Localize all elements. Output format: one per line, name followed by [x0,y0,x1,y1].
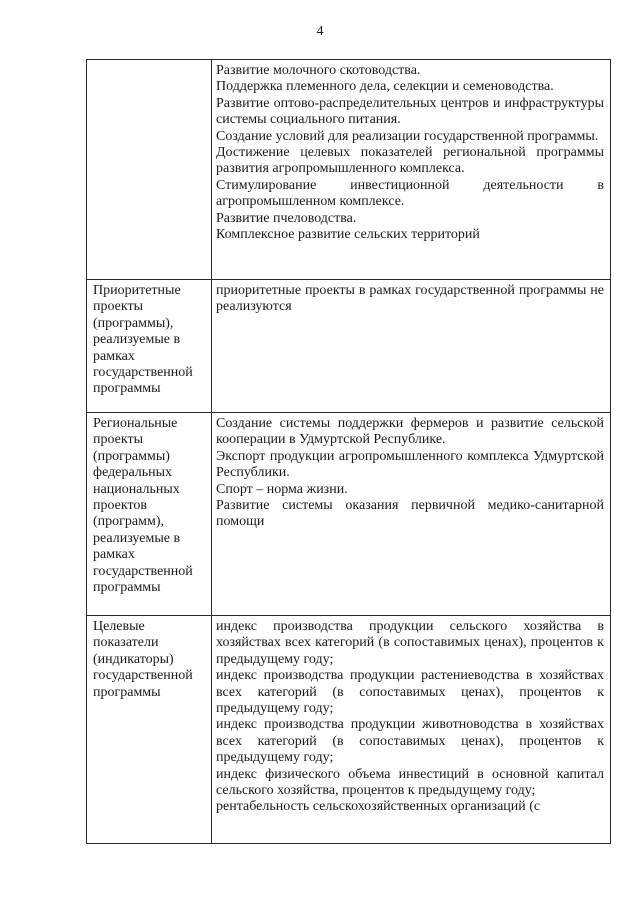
label-line: проекты [93,299,144,315]
table-row-measures [87,60,611,280]
label-line: (программы) [93,448,170,464]
content-paragraph: Поддержка племенного дела, селекции и семеноводства. [216,79,554,95]
row-content [212,616,610,820]
row-label-cell [87,280,212,413]
content-paragraph: Комплексное развитие сельских территорий [216,227,480,243]
label-line: реализуемые в [93,332,181,348]
row-label [87,60,211,67]
label-line: рамках [93,348,135,364]
content-paragraph: Создание условий для реализации государственной программы. [216,128,599,144]
label-line: проектов [93,498,148,514]
content-paragraph: Экспорт продукции агропромышленного комплекса Удмуртской Республики. [216,448,604,481]
content-paragraph: приоритетные проекты в рамках государственной программы не реализуются [216,283,604,315]
label-line: государственной [93,365,193,381]
content-paragraph: индекс физического объема инвестиций в основной капитал сельского хозяйства, процентов к предыдущему году; [216,766,604,799]
row-content-cell [212,280,611,413]
label-line: проекты [93,432,144,448]
content-paragraph: Стимулирование инвестиционной деятельности в агропромышленном комплексе. [216,177,604,210]
row-label [87,616,211,705]
content-paragraph: Достижение целевых показателей региональной программы развития агропромышленного комплекса. [216,145,604,177]
content-paragraph: индекс производства продукции растениеводства в хозяйствах всех категорий (в сопоставимых ценах), процентов к предыдущему году; [216,668,604,717]
label-line: рамках [93,547,135,563]
label-line: Региональные [93,416,178,431]
label-line: Целевые [93,619,145,634]
program-passport-table [86,59,611,844]
label-line: государственной [93,563,193,579]
table-row-target-indicators [87,616,611,844]
row-content [212,60,610,247]
label-line: федеральных [93,465,173,481]
label-line: реализуемые в [93,530,181,546]
label-line: (программ), [93,514,164,530]
row-label-cell [87,413,212,616]
label-line: программы [93,580,161,596]
content-paragraph: Спорт – норма жизни. [216,481,348,497]
table-row-priority-projects [87,280,611,413]
row-content [212,413,610,535]
row-label [87,280,211,402]
row-label-cell [87,60,212,280]
row-content-cell [212,60,611,280]
label-line: (программы), [93,315,174,331]
content-paragraph: Развитие системы оказания первичной медико-санитарной помощи [216,498,604,530]
label-line: показатели [93,635,159,651]
row-content-cell [212,413,611,616]
label-line: (индикаторы) [93,651,174,667]
row-content [212,280,610,320]
label-line: государственной [93,668,193,684]
label-line: Приоритетные [93,283,181,298]
table-row-regional-projects [87,413,611,616]
content-paragraph: рентабельность сельскохозяйственных организаций (с [216,799,541,815]
content-paragraph: Развитие пчеловодства. [216,210,357,226]
label-line: национальных [93,481,180,497]
content-paragraph: Развитие оптово-распределительных центров и инфраструктуры системы социального питания. [216,95,604,128]
page-number: 4 [316,24,324,39]
content-paragraph: индекс производства продукции животноводства в хозяйствах всех категорий (в сопоставимых ценах), процентов к предыдущему году; [216,717,604,766]
content-paragraph: индекс производства продукции сельского хозяйства в хозяйствах всех категорий (в сопоставимых ценах), процентов к предыдущему году; [216,619,604,667]
row-label-cell [87,616,212,844]
content-paragraph: Развитие молочного скотоводства. [216,63,421,78]
label-line: программы [93,684,161,700]
row-content-cell [212,616,611,844]
content-paragraph: Создание системы поддержки фермеров и развитие сельской кооперации в Удмуртской Республике. [216,416,604,448]
row-label [87,413,211,600]
label-line: программы [93,381,161,397]
